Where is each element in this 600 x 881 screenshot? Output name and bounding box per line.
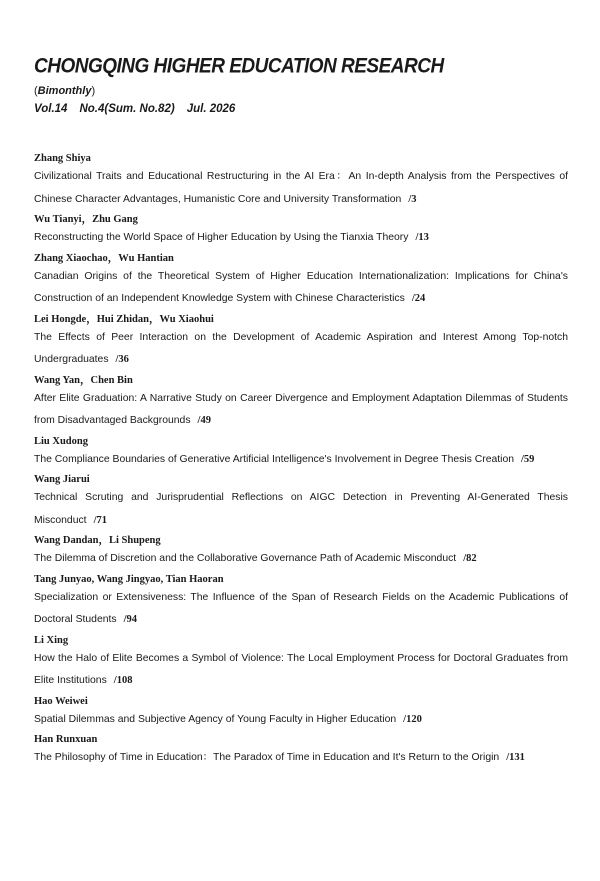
article-authors: Zhang Shiya [34,153,91,164]
article-authors: Han Runxuan [34,734,98,745]
page-number: /13 [415,232,429,243]
article-authors: Wu Tianyi，Zhu Gang [34,214,138,225]
article-title-line[interactable] [34,266,568,311]
contents-page [34,50,568,771]
page-number: /94 [123,614,138,625]
page-number: /3 [408,193,417,205]
page-number: /82 [463,553,477,564]
article-title[interactable]: The Effects of Peer Interaction on the Development of Academic Aspiration and Interest Among Top-notch Undergraduates [34,331,568,365]
toc-entry [34,251,568,311]
page-number: /59 [521,453,535,465]
page-number: /108 [113,675,133,686]
toc-entry [34,434,568,472]
article-title-line[interactable] [34,548,568,571]
article-title-line[interactable] [34,327,568,372]
toc-entry [34,312,568,372]
article-title[interactable]: How the Halo of Elite Becomes a Symbol of Violence: The Local Employment Process for Doctoral Graduates from Elite Institutions [34,652,568,686]
article-title[interactable]: Specialization or Extensiveness: The Influence of the Span of Research Fields on the Academic Publications of Doctoral Students [34,591,568,625]
article-title-line[interactable] [34,449,568,472]
article-title[interactable]: After Elite Graduation: A Narrative Study on Career Divergence and Employment Adaptation Dilemmas of Students from Disadvantaged Backgrounds [34,392,568,426]
article-title-line[interactable] [34,227,568,250]
article-title[interactable]: Spatial Dilemmas and Subjective Agency of Young Faculty in Higher Education [34,713,397,725]
page-number: /49 [197,415,211,426]
volume-label: Vol.14 [34,103,68,115]
article-title[interactable]: Reconstructing the World Space of Higher Education by Using the Tianxia Theory [34,232,409,243]
toc-entry [34,533,568,571]
toc-entry [34,151,568,211]
article-title[interactable]: Civilizational Traits and Educational Restructuring in the AI Era：An In-depth Analysis from the Perspectives of Chinese Character Advantages, Humanistic Core and University Transformation [34,171,568,205]
article-title-line[interactable] [34,747,568,770]
issue-date: Jul. 2026 [186,103,236,115]
article-title-line[interactable] [34,587,568,632]
article-authors: Lei Hongde，Hui Zhidan，Wu Xiaohui [34,313,214,325]
article-title-line[interactable] [34,388,568,433]
page-number: /131 [506,752,525,763]
article-title[interactable]: The Compliance Boundaries of Generative Artificial Intelligence's Involvement in Degree Thesis Creation [34,453,515,465]
toc-entry [34,694,568,732]
number-label: No.4 [79,103,105,115]
article-title-line[interactable] [34,648,568,693]
article-authors: Zhang Xiaochao，Wu Hantian [34,252,174,264]
toc-entry [34,212,568,250]
article-title-line[interactable] [34,487,568,532]
page-number: /36 [115,354,129,365]
article-authors: Li Xing [34,634,69,646]
page-number: /120 [403,713,422,725]
sum-label: Sum. No.82 [108,103,171,115]
article-title[interactable]: The Philosophy of Time in Education：The Paradox of Time in Education and It's Return to the Origin [34,752,500,763]
toc-entry [34,732,568,770]
article-title-line[interactable] [34,166,568,211]
page-number: /71 [93,514,107,526]
article-authors: Hao Weiwei [34,695,88,707]
article-title[interactable]: Canadian Origins of the Theoretical System of Higher Education Internationalization: Implications for China's Construction of an Independent Knowledge System with Chinese Characteristics [34,270,568,304]
page-number: /24 [411,293,426,304]
article-authors: Tang Junyao, Wang Jingyao, Tian Haoran [34,573,224,585]
article-authors: Liu Xudong [34,435,88,447]
frequency-label: Bimonthly [37,85,92,97]
issue-info: Vol.14 No.4(Sum. No.82) Jul. 2026 [34,103,236,115]
table-of-contents [34,151,568,770]
article-authors: Wang Dandan，Li Shupeng [34,535,161,546]
toc-entry [34,633,568,693]
article-title[interactable]: The Dilemma of Discretion and the Collaborative Governance Path of Academic Misconduct [34,553,457,564]
publication-frequency: (Bimonthly) [34,85,96,97]
article-title-line[interactable] [34,709,568,732]
journal-title: CHONGQING HIGHER EDUCATION RESEARCH [34,54,444,78]
article-title[interactable]: Technical Scruting and Jurisprudential Reflections on AIGC Detection in Preventing AI-Generated Thesis Misconduct [34,492,568,526]
toc-entry [34,572,568,632]
article-authors: Wang Jiarui [34,474,90,485]
toc-entry [34,472,568,532]
toc-entry [34,373,568,433]
article-authors: Wang Yan，Chen Bin [34,374,133,386]
